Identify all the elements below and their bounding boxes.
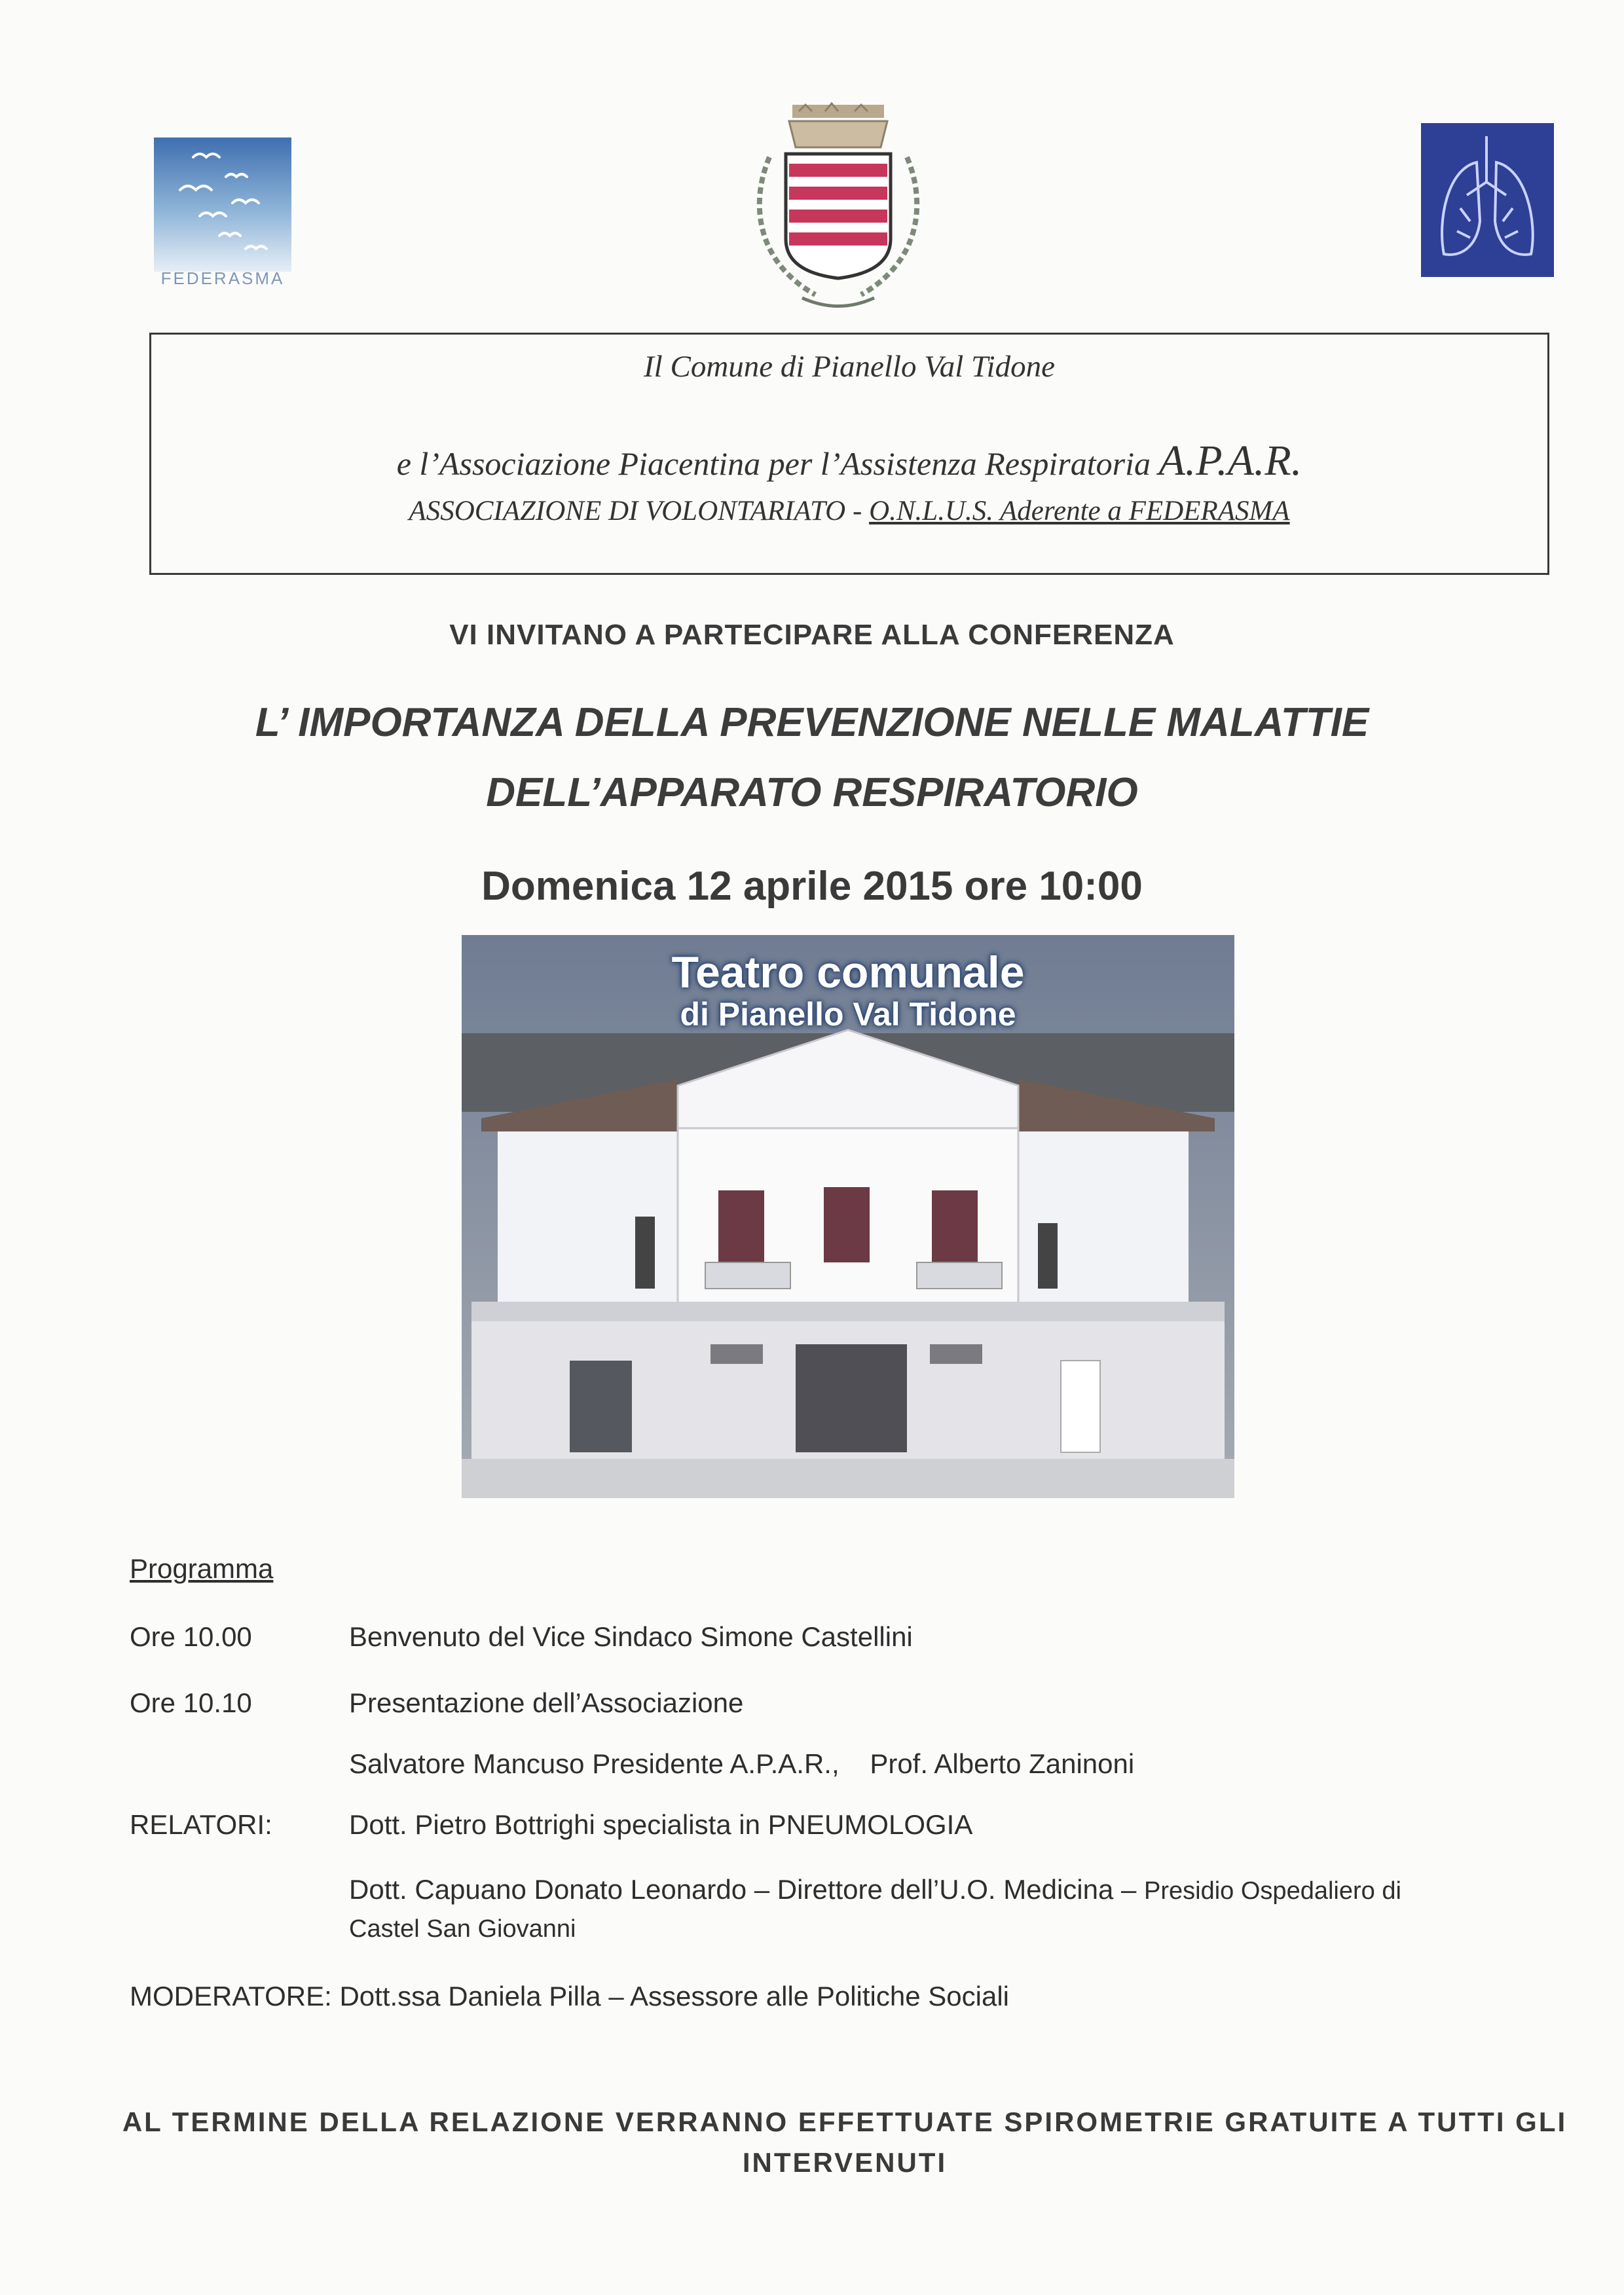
photo-title: Teatro comunale <box>671 947 1025 997</box>
association-name: e l’Associazione Piacentina per l’Assistenza Respiratoria <box>396 445 1151 482</box>
notice-line1: AL TERMINE DELLA RELAZIONE VERRANNO EFFETTUATE SPIROMETRIE GRATUITE A TUTTI GLI <box>122 2106 1568 2137</box>
speaker-2 <box>349 1874 1401 1905</box>
association-abbr: A.P.A.R. <box>1158 437 1302 485</box>
federasma-caption: FEDERASMA <box>160 268 285 288</box>
photo-subtitle: di Pianello Val Tidone <box>680 996 1016 1033</box>
organizers-box <box>149 333 1549 575</box>
federasma-membership: O.N.L.U.S. Aderente a FEDERASMA <box>869 496 1290 526</box>
seagulls-icon <box>154 138 291 272</box>
program-item-3: Salvatore Mancuso Presidente A.P.A.R., Prof. Alberto Zaninoni <box>349 1748 1135 1779</box>
association-line <box>151 436 1547 486</box>
notice-line2: INTERVENUTI <box>742 2147 948 2178</box>
apar-logo <box>1421 123 1554 293</box>
spirometry-notice <box>118 2102 1572 2183</box>
invitation-text: VI INVITANO A PARTECIPARE ALLA CONFERENZA <box>449 619 1175 651</box>
speaker-2-role: Dott. Capuano Donato Leonardo – Direttore dell’U.O. Medicina – <box>349 1874 1137 1905</box>
program-heading: Programma <box>130 1553 274 1584</box>
municipality-line: Il Comune di Pianello Val Tidone <box>644 350 1055 384</box>
speaker-1: Dott. Pietro Bottrighi specialista in PNEUMOLOGIA <box>349 1809 973 1840</box>
program-item-2: Presentazione dell’Associazione <box>349 1687 744 1718</box>
speaker-2-location: Castel San Giovanni <box>349 1915 576 1943</box>
program-time-1: Ore 10.00 <box>130 1621 252 1652</box>
volunteer-label: ASSOCIAZIONE DI VOLONTARIATO - <box>409 496 862 526</box>
program-time-2: Ore 10.10 <box>130 1687 252 1718</box>
program-item-1: Benvenuto del Vice Sindaco Simone Castellini <box>349 1621 913 1652</box>
speaker-2-hospital: Presidio Ospedaliero di <box>1144 1877 1401 1905</box>
association-status-line <box>151 495 1547 527</box>
lungs-icon <box>1421 123 1554 277</box>
event-date: Domenica 12 aprile 2015 ore 10:00 <box>481 864 1143 909</box>
federasma-logo <box>154 138 291 295</box>
theatre-photo <box>462 935 1234 1498</box>
coat-of-arms-icon <box>743 98 933 321</box>
speakers-label: RELATORI: <box>130 1809 272 1840</box>
moderator: MODERATORE: Dott.ssa Daniela Pilla – Assessore alle Politiche Sociali <box>130 1981 1009 2011</box>
conference-title-line2: DELL’APPARATO RESPIRATORIO <box>486 770 1138 815</box>
conference-title-line1: L’ IMPORTANZA DELLA PREVENZIONE NELLE MALATTIE <box>255 700 1369 745</box>
